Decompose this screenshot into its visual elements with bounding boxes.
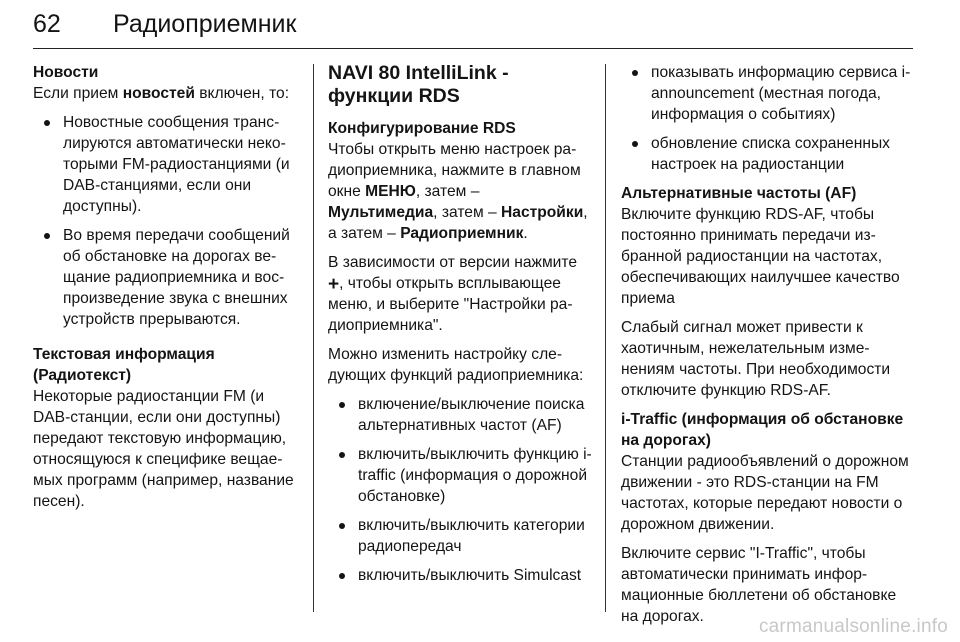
page-header xyxy=(33,6,913,50)
config-text: , чтобы открыть всплывающее меню, и выберите "Настройки радиоприемника". xyxy=(328,275,573,334)
radiotext-heading-line1: Текстовая информация xyxy=(33,346,215,363)
column-divider-2 xyxy=(605,64,606,612)
radiotext-heading xyxy=(33,344,301,386)
bullet-dot-icon xyxy=(339,402,345,408)
list-item xyxy=(33,225,301,330)
bullet-dot-icon xyxy=(44,120,50,126)
column-divider-1 xyxy=(313,64,314,612)
list-item xyxy=(328,394,592,436)
af-paragraph-1: Включите функцию RDS-AF, чтобы постоянно принимать передачи избранной радиостанции на частотах, обеспечивающих наилучшее качество приема xyxy=(621,206,900,307)
column-1 xyxy=(33,62,301,520)
list-item xyxy=(328,565,592,586)
function-bullet-list xyxy=(328,394,592,586)
af-paragraph-2: Слабый сигнал может привести к хаотичным, нежелательным изменениям частоты. При необходимости отключите функцию RDS-AF. xyxy=(621,319,891,399)
news-heading: Новости xyxy=(33,64,99,81)
list-item xyxy=(33,112,301,217)
news-intro-keyword: новостей xyxy=(122,85,195,102)
config-text: , затем – xyxy=(415,183,480,200)
page-number: 62 xyxy=(33,10,61,38)
news-intro-text: Если прием xyxy=(33,85,123,102)
list-item-text: обновление списка сохраненных настроек на радиостанции xyxy=(651,135,890,173)
menu-label: МЕНЮ xyxy=(365,183,416,200)
page-title: Радиоприемник xyxy=(113,10,297,38)
list-item-text: включить/выключить Simulcast xyxy=(358,567,582,584)
config-heading: Конфигурирование RDS xyxy=(328,120,516,137)
config-paragraph-1 xyxy=(328,139,592,244)
list-item xyxy=(328,444,592,507)
news-intro-tail: включен, то: xyxy=(194,85,290,102)
news-intro xyxy=(33,83,301,104)
news-bullet-list xyxy=(33,112,301,330)
traffic-paragraph-2: Включите сервис "I-Traffic", чтобы автоматически принимать информационные бюллетени об обстановке на дорогах. xyxy=(621,545,897,625)
radiotext-body: Некоторые радиостанции FM (и DAB-станции, если они доступны) передают текстовую информацию, относящуюся к специфике вещаемых программ (например, название песен). xyxy=(33,388,294,510)
config-paragraph-2 xyxy=(328,252,592,336)
list-item-text: Новостные сообщения транслируются автоматически некоторыми FM-радиостанциями (и DAB-станциями, если они доступны). xyxy=(63,114,290,215)
plus-icon: + xyxy=(328,274,340,295)
traffic-heading: i-Traffic (информация об обстановке на дорогах) xyxy=(621,411,904,449)
list-item-text: включить/выключить категории радиопередач xyxy=(358,517,585,555)
list-item-text: Во время передачи сообщений об обстановке на дорогах вещание радиоприемника и воспроизведение звука с внешних устройств прерываются. xyxy=(63,227,290,328)
list-item-text: включить/выключить функцию i-traffic (информация о дорожной обстановке) xyxy=(358,446,592,505)
bullet-dot-icon xyxy=(339,573,345,579)
function-bullet-list-continued xyxy=(621,62,913,175)
list-item-text: показывать информацию сервиса i-announcement (местная погода, информация о событиях) xyxy=(651,64,911,123)
config-text: Чтобы открыть меню настроек радиоприемника, нажмите в главном окне xyxy=(328,141,581,200)
section-title: NAVI 80 IntelliLink - функции RDS xyxy=(328,62,509,107)
list-item xyxy=(328,515,592,557)
bullet-dot-icon xyxy=(632,141,638,147)
config-text: В зависимости от версии нажмите xyxy=(328,254,578,271)
header-rule xyxy=(33,48,913,49)
bullet-dot-icon xyxy=(44,233,50,239)
radiotext-heading-line2: (Радиотекст) xyxy=(33,367,132,384)
config-paragraph-3: Можно изменить настройку следующих функций радиоприемника: xyxy=(328,346,584,384)
list-item xyxy=(621,133,913,175)
config-text: , а затем – xyxy=(328,204,588,242)
config-text: . xyxy=(523,225,528,242)
radio-label: Радиоприемник xyxy=(400,225,524,242)
af-heading: Альтернативные частоты (AF) xyxy=(621,185,857,202)
multimedia-label: Мультимедиа xyxy=(328,204,434,221)
bullet-dot-icon xyxy=(632,70,638,76)
traffic-paragraph-1: Станции радиообъявлений о дорожном движении - это RDS-станции на FM частотах, которые передают новости о дорожном движении. xyxy=(621,453,909,533)
column-2 xyxy=(328,62,592,594)
list-item-text: включение/выключение поиска альтернативных частот (AF) xyxy=(358,396,585,434)
config-text: , затем – xyxy=(433,204,502,221)
column-3 xyxy=(621,62,913,635)
settings-label: Настройки xyxy=(501,204,584,221)
list-item xyxy=(621,62,913,125)
watermark: carmanualsonline.info xyxy=(758,616,948,637)
bullet-dot-icon xyxy=(339,523,345,529)
bullet-dot-icon xyxy=(339,452,345,458)
